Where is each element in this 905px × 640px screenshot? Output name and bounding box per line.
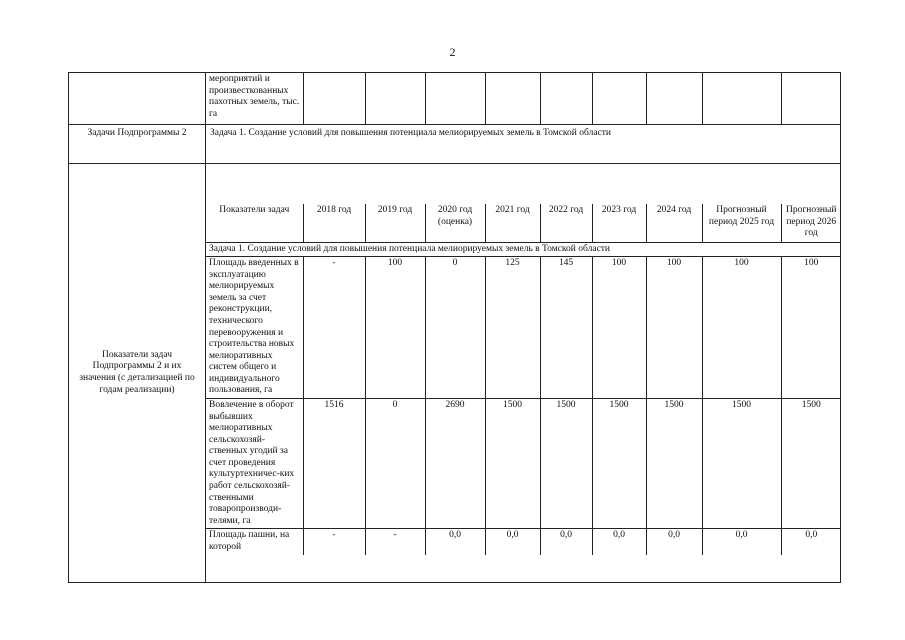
header-indicators: Показатели задач xyxy=(206,204,303,242)
subprogram-table xyxy=(68,72,841,583)
header-year-2026: Прогнозный период 2026 год xyxy=(781,204,841,242)
header-year-2021: 2021 год xyxy=(485,204,540,242)
row-value: 0,0 xyxy=(646,529,702,555)
row-value: 0 xyxy=(365,399,425,529)
task-title-row xyxy=(206,242,841,257)
header-year-2024: 2024 год xyxy=(646,204,702,242)
row-value: 145 xyxy=(540,257,592,399)
row-value: 100 xyxy=(646,257,702,399)
table-row xyxy=(206,257,841,399)
row-value: 1516 xyxy=(303,399,365,529)
indicators-cell xyxy=(206,164,841,583)
row-name: Вовлечение в оборот выбывших мелиоративных сельскохозяй-ственных угодий за счет проведения культуртехничес-ких работ сельскохозяй-ственными товаропроизводи-телями, га xyxy=(206,399,303,529)
table-row xyxy=(206,399,841,529)
row-value: 1500 xyxy=(781,399,841,529)
indicators-header-row xyxy=(206,204,841,242)
indicators-row xyxy=(69,164,841,583)
row-value: 0,0 xyxy=(702,529,781,555)
header-year-2025: Прогнозный период 2025 год xyxy=(702,204,781,242)
row-value: 1500 xyxy=(646,399,702,529)
header-year-2019: 2019 год xyxy=(365,204,425,242)
continuation-right-cell xyxy=(206,73,841,125)
row-name: Площадь введенных в эксплуатацию мелиорируемых земель за счет реконструкции, технического перевооружения и строительства новых мелиоративных систем общего и индивидуального пользования, га xyxy=(206,257,303,399)
header-year-2020: 2020 год (оценка) xyxy=(425,204,485,242)
row-value: - xyxy=(303,257,365,399)
header-year-2022: 2022 год xyxy=(540,204,592,242)
row-value: - xyxy=(303,529,365,555)
row-value: 0,0 xyxy=(485,529,540,555)
row-value: 125 xyxy=(485,257,540,399)
row-value: 100 xyxy=(592,257,646,399)
row-value: - xyxy=(365,529,425,555)
row-value: 0,0 xyxy=(781,529,841,555)
row-value: 0,0 xyxy=(592,529,646,555)
row-value: 1500 xyxy=(540,399,592,529)
row-value: 2690 xyxy=(425,399,485,529)
header-year-2023: 2023 год xyxy=(592,204,646,242)
row-name: Площадь пашни, на которой xyxy=(206,529,303,555)
task-title: Задача 1. Создание условий для повышения потенциала мелиорируемых земель в Томской области xyxy=(206,242,841,257)
continuation-grid xyxy=(206,73,841,124)
page-number: 2 xyxy=(449,45,456,59)
tasks-row xyxy=(69,125,841,164)
row-value: 0,0 xyxy=(540,529,592,555)
header-year-2018: 2018 год xyxy=(303,204,365,242)
indicators-table xyxy=(206,204,841,555)
continuation-text: мероприятий и произвесткованных пахотных земель, тыс. га xyxy=(206,73,303,124)
row-value: 100 xyxy=(365,257,425,399)
tasks-text: Задача 1. Создание условий для повышения потенциала мелиорируемых земель в Томской области xyxy=(206,125,841,164)
indicators-label: Показатели задач Подпрограммы 2 и их значения (с детализацией по годам реализации) xyxy=(69,164,206,583)
row-value: 100 xyxy=(781,257,841,399)
row-value: 0,0 xyxy=(425,529,485,555)
row-value: 1500 xyxy=(592,399,646,529)
table-row xyxy=(206,529,841,555)
row-value: 0 xyxy=(425,257,485,399)
continuation-row xyxy=(69,73,841,125)
continuation-left-cell xyxy=(69,73,206,125)
row-value: 1500 xyxy=(702,399,781,529)
tasks-label: Задачи Подпрограммы 2 xyxy=(69,125,206,164)
row-value: 100 xyxy=(702,257,781,399)
row-value: 1500 xyxy=(485,399,540,529)
